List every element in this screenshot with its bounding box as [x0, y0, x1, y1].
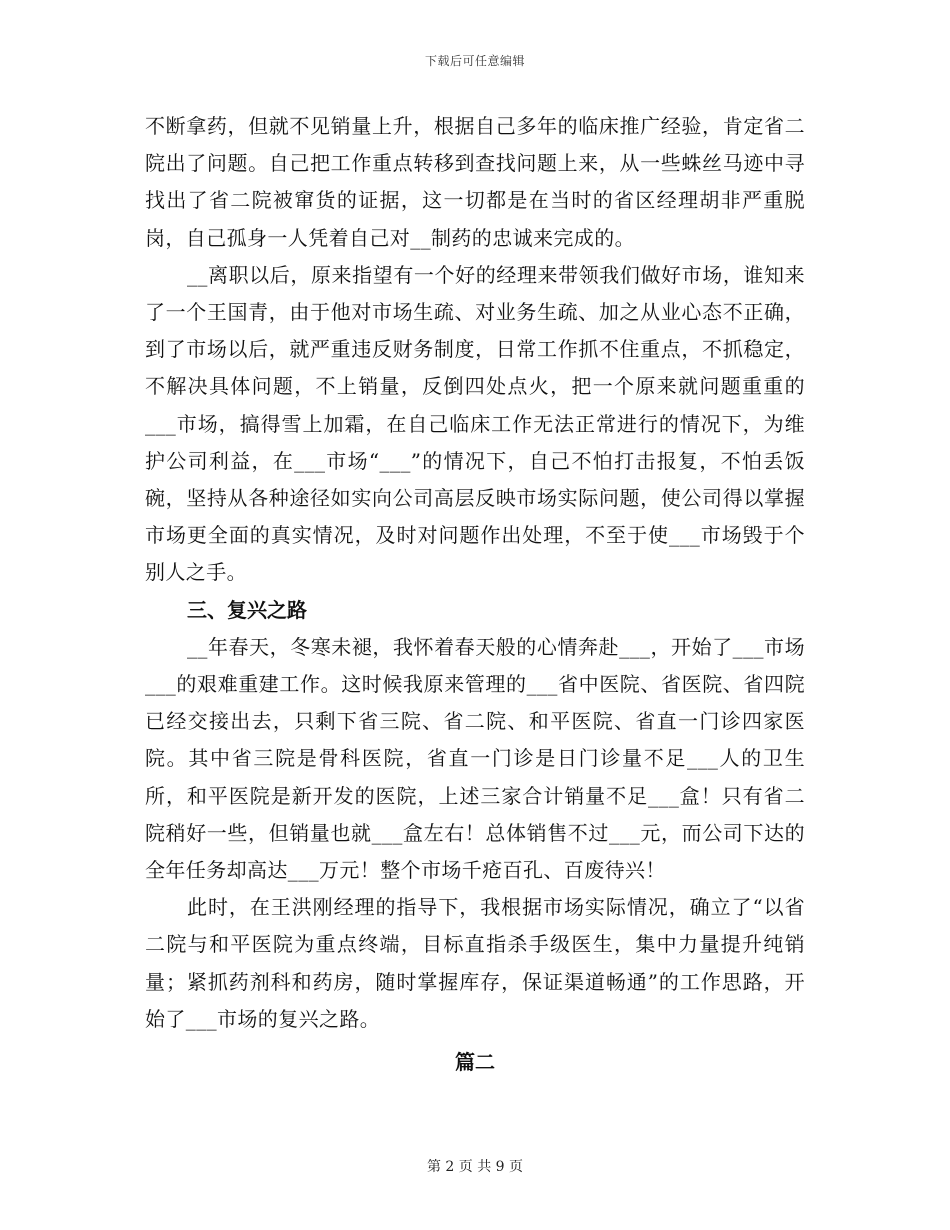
paragraph-4: 此时，在王洪刚经理的指导下，我根据市场实际情况，确立了“以省二院与和平医院为重点终端，目标直指杀手级医生，集中力量提升纯销量；紧抓药剂科和药房，随时掌握库存，保证渠道畅通”的工作思路，开始了___市场的复兴之路。 — [145, 895, 805, 1031]
section-heading-revival: 三、复兴之路 — [187, 597, 307, 622]
paragraph-1: 不断拿药，但就不见销量上升，根据自己多年的临床推广经验，肯定省二院出了问题。自己把工作重点转移到查找问题上来，从一些蛛丝马迹中寻找出了省二院被窜货的证据，这一切都是在当时的省区经理胡非严重脱岗，自己孤身一人凭着自己对__制药的忠诚来完成的。 — [145, 114, 805, 250]
paragraph-2: __离职以后，原来指望有一个好的经理来带领我们做好市场，谁知来了一个王国青，由于他对市场生疏、对业务生疏、加之从业心态不正确，到了市场以后，就严重违反财务制度，日常工作抓不住重点，不抓稳定，不解决具体问题，不上销量，反倒四处点火，把一个原来就问题重重的___市场，搞得雪上加霜，在自己临床工作无法正常进行的情况下，为维护公司利益，在___市场“___”的情况下，自己不怕打击报复，不怕丢饭碗，坚持从各种途径如实向公司高层反映市场实际问题，使公司得以掌握市场更全面的真实情况，及时对问题作出处理，不至于使___市场毁于个别人之手。 — [145, 262, 805, 585]
page-number: 第 2 页 共 9 页 — [426, 1159, 524, 1175]
paragraph-3: __年春天，冬寒未褪，我怀着春天般的心情奔赴___，开始了___市场___的艰难重建工作。这时候我原来管理的___省中医院、省医院、省四院已经交接出去，只剩下省三院、省二院、和平医院、省直一门诊四家医院。其中省三院是骨科医院，省直一门诊是日门诊量不足___人的卫生所，和平医院是新开发的医院，上述三家合计销量不足___盒！只有省二院稍好一些，但销量也就___盒左右！总体销售不过___元，而公司下达的全年任务却高达___万元！整个市场千疮百孔、百废待兴！ — [145, 634, 805, 883]
document-body — [145, 108, 805, 1082]
part-two-heading: 篇二 — [455, 1050, 495, 1075]
page-header: 下载后可任意编辑 — [424, 54, 525, 68]
